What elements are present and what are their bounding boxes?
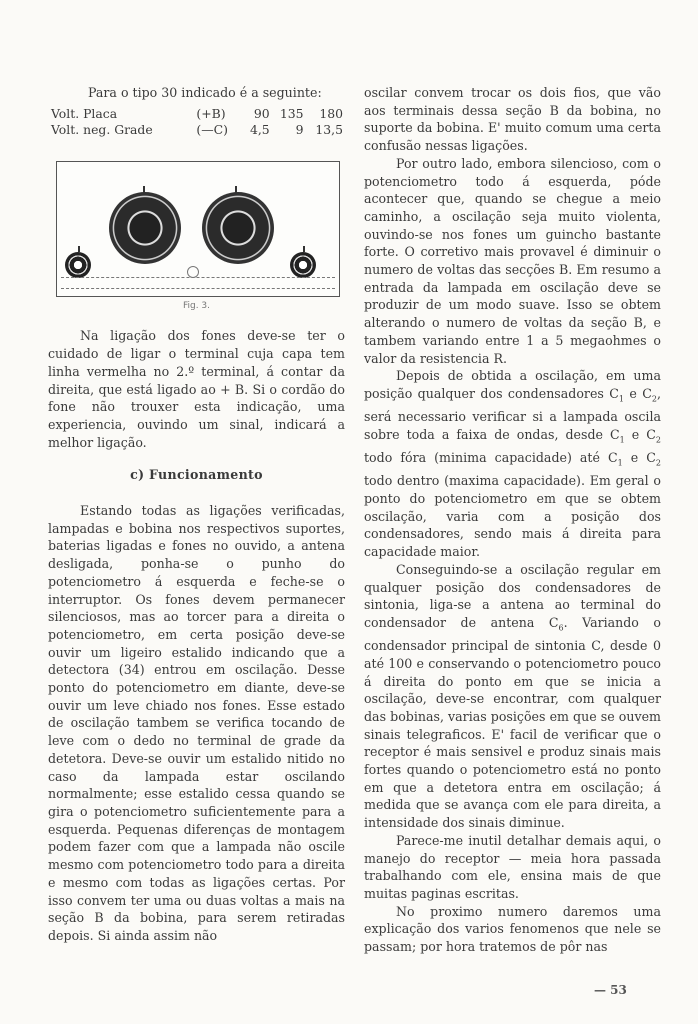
cell-value: 135	[279, 105, 304, 121]
tuning-dial-left	[109, 192, 181, 264]
cell-value: 90	[253, 105, 270, 121]
cell-value: 180	[319, 105, 343, 121]
text-run: todo dentro (maxima capacidade). Em geral o ponto do potenciometro em que se obtem oscilação, varia com a posição dos condensadores, sendo mais á direita para capacidade maior.	[364, 473, 661, 560]
cell-value: 9	[295, 121, 304, 137]
intro-text: Para o tipo 30 indicado é a seguinte:	[88, 85, 322, 100]
paragraph-continuation: oscilar convem trocar os dois fios, que vão aos terminais dessa seção B da bobina, no suporte da bobina. E' muito comum uma certa confusão nessas ligações.	[364, 85, 661, 154]
right-column	[364, 84, 661, 956]
text-run: , será necessario verificar si a lampada oscila sobre toda a faixa de ondas, desde C	[364, 385, 661, 442]
text-run: Conseguindo-se a oscilação regular em qualquer posição dos condensadores de sintonia, liga-se a antena ao terminal do condensador de antena C	[364, 561, 661, 630]
row-label: Volt. Placa	[51, 105, 118, 121]
subscript: 2	[655, 458, 661, 468]
cell-value: 13,5	[315, 121, 343, 137]
knob-left	[65, 252, 91, 278]
knob-pointer-icon	[78, 246, 80, 252]
knob-pointer-icon	[303, 246, 305, 252]
text-run: e C	[624, 426, 656, 442]
text-run: Depois de obtida a oscilação, em uma posição qualquer dos condensadores C	[364, 368, 661, 401]
subscript: 2	[655, 435, 661, 445]
paragraph-outro-lado: Por outro lado, embora silencioso, com o potenciometro todo á esquerda, póde acontecer que, quando se chegue a meio caminho, a oscilação seja muito violenta, ouvindo-se nos fones um guincho bastante forte. O corretivo mais provavel é diminuir o numero de voltas das secções B. Em resumo a entrada da lampada em oscilação deve se produzir de um modo suave. Isso se obtem alterando o numero de voltas da seção B, e tambem variando entre 1 a 5 megaohmes o valor da resistencia R.	[364, 155, 661, 366]
text-run: e C	[624, 385, 652, 401]
row-label: Volt. neg. Grade	[51, 121, 153, 137]
left-column	[48, 84, 345, 945]
subscript: 1	[617, 458, 623, 468]
subscript: 1	[618, 394, 624, 404]
dashed-line	[61, 288, 335, 289]
paragraph-conseguindo	[364, 561, 661, 832]
cell-value: 4,5	[249, 121, 270, 137]
subscript: 1	[619, 435, 625, 445]
row-symbol: (+B)	[196, 105, 226, 121]
row-symbol: (—C)	[196, 121, 228, 137]
tuning-dial-right	[202, 192, 274, 264]
text-run: todo fóra (minima capacidade) até C	[364, 450, 618, 466]
subscript: 2	[651, 394, 657, 404]
paragraph-parece: Parece-me inutil detalhar demais aqui, o manejo do receptor — meia hora passada trabalhando com ele, ensina mais de que muitas paginas escritas.	[364, 832, 661, 901]
figure-caption: Fig. 3.	[182, 300, 211, 311]
knob-right	[290, 252, 316, 278]
paragraph-funcionamento: Estando todas as ligações verificadas, lampadas e bobina nos respectivos suportes, baterias ligadas e fones no ouvido, a antena desligada, ponha-se o punho do potenciometro á esquerda e feche-se o interruptor. Os fones devem permanecer silenciosos, mas ao torcer para a direita o potenciometro, em certa posição deve-se ouvir um ligeiro estalido indicando que a detectora (34) entrou em oscilação. Desse ponto do potenciometro em diante, deve-se ouvir um leve chiado nos fones. Esse estado de oscilação tambem se verifica tocando de leve com o dedo no terminal de grade da detetora. Deve-se ouvir um estalido nitido no caso da lampada estar oscilando normalmente; esse estalido cessa quando se gira o potenciometro suficientemente para a esquerda. Pequenas diferenças de montagem podem fazer com que a lampada não oscile mesmo com potenciometro todo para a direita e mesmo com todas as ligações certas. Por isso convem ter uma ou duas voltas a mais na seção B da bobina, para serem retiradas depois. Si ainda assim não	[48, 503, 345, 943]
paragraph-proximo: No proximo numero daremos uma explicação dos varios fenomenos que nele se passam; por hora tratemos de pôr nas	[364, 903, 661, 955]
section-heading: c) Funcionamento	[130, 467, 263, 483]
text-run: . Variando o condensador principal de sintonia C, desde 0 até 100 e conservando o potenciometro pouco á direita do ponto em que se inicia a oscilação, deve-se encontrar, com qualquer das bobinas, varias posições em que se ouvem sinais telegraficos. E' facil de verificar que o receptor é mais sensivel e produz sinais mais fortes quando o potenciometro está no ponto em que a detetora entra em oscilação; á medida que se avança com ele para direita, a intensidade dos sinais diminue.	[364, 614, 661, 831]
table-row	[51, 122, 343, 138]
voltage-table	[51, 106, 343, 138]
paragraph-fones: Na ligação dos fones deve-se ter o cuidado de ligar o terminal cuja capa tem linha vermelha no 2.º terminal, á contar da direita, que está ligado ao + B. Si o cordão do fone não trouxer esta indicação, uma experiencia, ouvindo um sinal, indicará a melhor ligação.	[48, 328, 345, 450]
table-row	[51, 106, 343, 122]
subscript: 6	[558, 623, 564, 633]
page-number: — 53	[594, 983, 627, 997]
dashed-line	[61, 277, 335, 278]
receiver-panel-figure	[56, 161, 340, 297]
paragraph-depois	[364, 367, 661, 561]
text-run: e C	[622, 450, 656, 466]
